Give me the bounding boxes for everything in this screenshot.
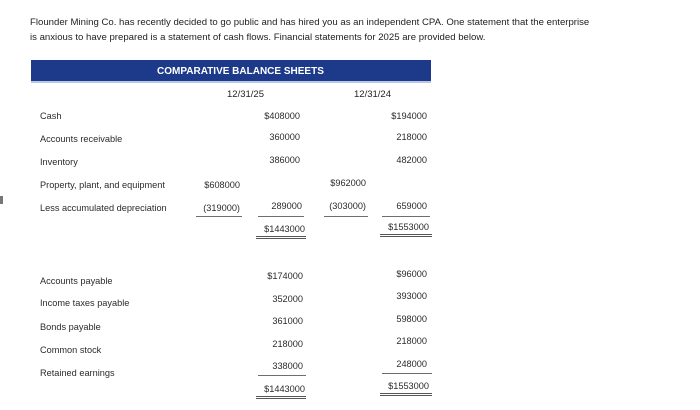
label-ppe: Property, plant, and equipment bbox=[40, 180, 165, 190]
label-accounts-payable: Accounts payable bbox=[40, 276, 113, 286]
ppe-underline-2024 bbox=[324, 216, 368, 217]
cash-2025: $408000 bbox=[264, 111, 300, 121]
liabilities-underline-2024 bbox=[382, 373, 432, 374]
inventory-2025: 386000 bbox=[269, 155, 300, 165]
balance-sheet-title: COMPARATIVE BALANCE SHEETS bbox=[157, 66, 324, 77]
left-edge-marker bbox=[0, 196, 3, 204]
intro-line-2: is anxious to have prepared is a statement of cash flows. Financial statements for 2025 are provided below. bbox=[30, 32, 486, 43]
label-accounts-receivable: Accounts receivable bbox=[40, 134, 123, 144]
total-liabilities-double-rule-2025 bbox=[256, 396, 306, 399]
retained-2025: 338000 bbox=[272, 361, 303, 371]
total-assets-double-rule-2024 bbox=[380, 234, 432, 237]
ppe-underline-2025 bbox=[196, 216, 242, 217]
label-accumulated-depreciation: Less accumulated depreciation bbox=[40, 203, 167, 213]
ppe-2025: $608000 bbox=[204, 180, 240, 190]
label-retained-earnings: Retained earnings bbox=[40, 368, 115, 378]
inventory-2024: 482000 bbox=[396, 155, 427, 165]
label-common-stock: Common stock bbox=[40, 345, 102, 355]
problem-intro bbox=[30, 15, 630, 45]
column-date-2025: 12/31/25 bbox=[227, 89, 264, 100]
total-liabilities-equity-2024: $1553000 bbox=[388, 381, 429, 391]
label-income-taxes-payable: Income taxes payable bbox=[40, 298, 130, 308]
payable-2025: $174000 bbox=[267, 271, 303, 281]
stock-2025: 218000 bbox=[272, 339, 303, 349]
assets-underline-2025 bbox=[258, 216, 304, 217]
receivable-2025: 360000 bbox=[269, 132, 300, 142]
depreciation-sub-2024: (303000) bbox=[329, 201, 366, 211]
label-inventory: Inventory bbox=[40, 157, 78, 167]
label-bonds-payable: Bonds payable bbox=[40, 322, 101, 332]
net-ppe-2025: 289000 bbox=[271, 201, 302, 211]
total-liabilities-double-rule-2024 bbox=[380, 393, 432, 396]
column-date-2024: 12/31/24 bbox=[354, 89, 391, 100]
cash-2024: $194000 bbox=[391, 111, 427, 121]
receivable-2024: 218000 bbox=[396, 132, 427, 142]
bonds-2024: 598000 bbox=[396, 314, 427, 324]
taxes-2025: 352000 bbox=[272, 294, 303, 304]
total-assets-2024: $1553000 bbox=[388, 222, 429, 232]
label-cash: Cash bbox=[40, 111, 62, 121]
taxes-2024: 393000 bbox=[396, 291, 427, 301]
stock-2024: 218000 bbox=[396, 336, 427, 346]
total-liabilities-equity-2025: $1443000 bbox=[264, 384, 305, 394]
assets-underline-2024 bbox=[382, 216, 430, 217]
ppe-2024: $962000 bbox=[330, 178, 366, 188]
intro-line-1: Flounder Mining Co. has recently decided to go public and has hired you as an independent CPA. One statement that the enterprise bbox=[30, 17, 590, 28]
depreciation-sub-2025: (319000) bbox=[203, 203, 240, 213]
net-ppe-2024: 659000 bbox=[396, 201, 427, 211]
total-assets-double-rule-2025 bbox=[256, 236, 306, 239]
liabilities-underline-2025 bbox=[258, 375, 306, 376]
total-assets-2025: $1443000 bbox=[264, 224, 305, 234]
retained-2024: 248000 bbox=[396, 359, 427, 369]
bonds-2025: 361000 bbox=[272, 316, 303, 326]
payable-2024: $96000 bbox=[396, 269, 427, 279]
